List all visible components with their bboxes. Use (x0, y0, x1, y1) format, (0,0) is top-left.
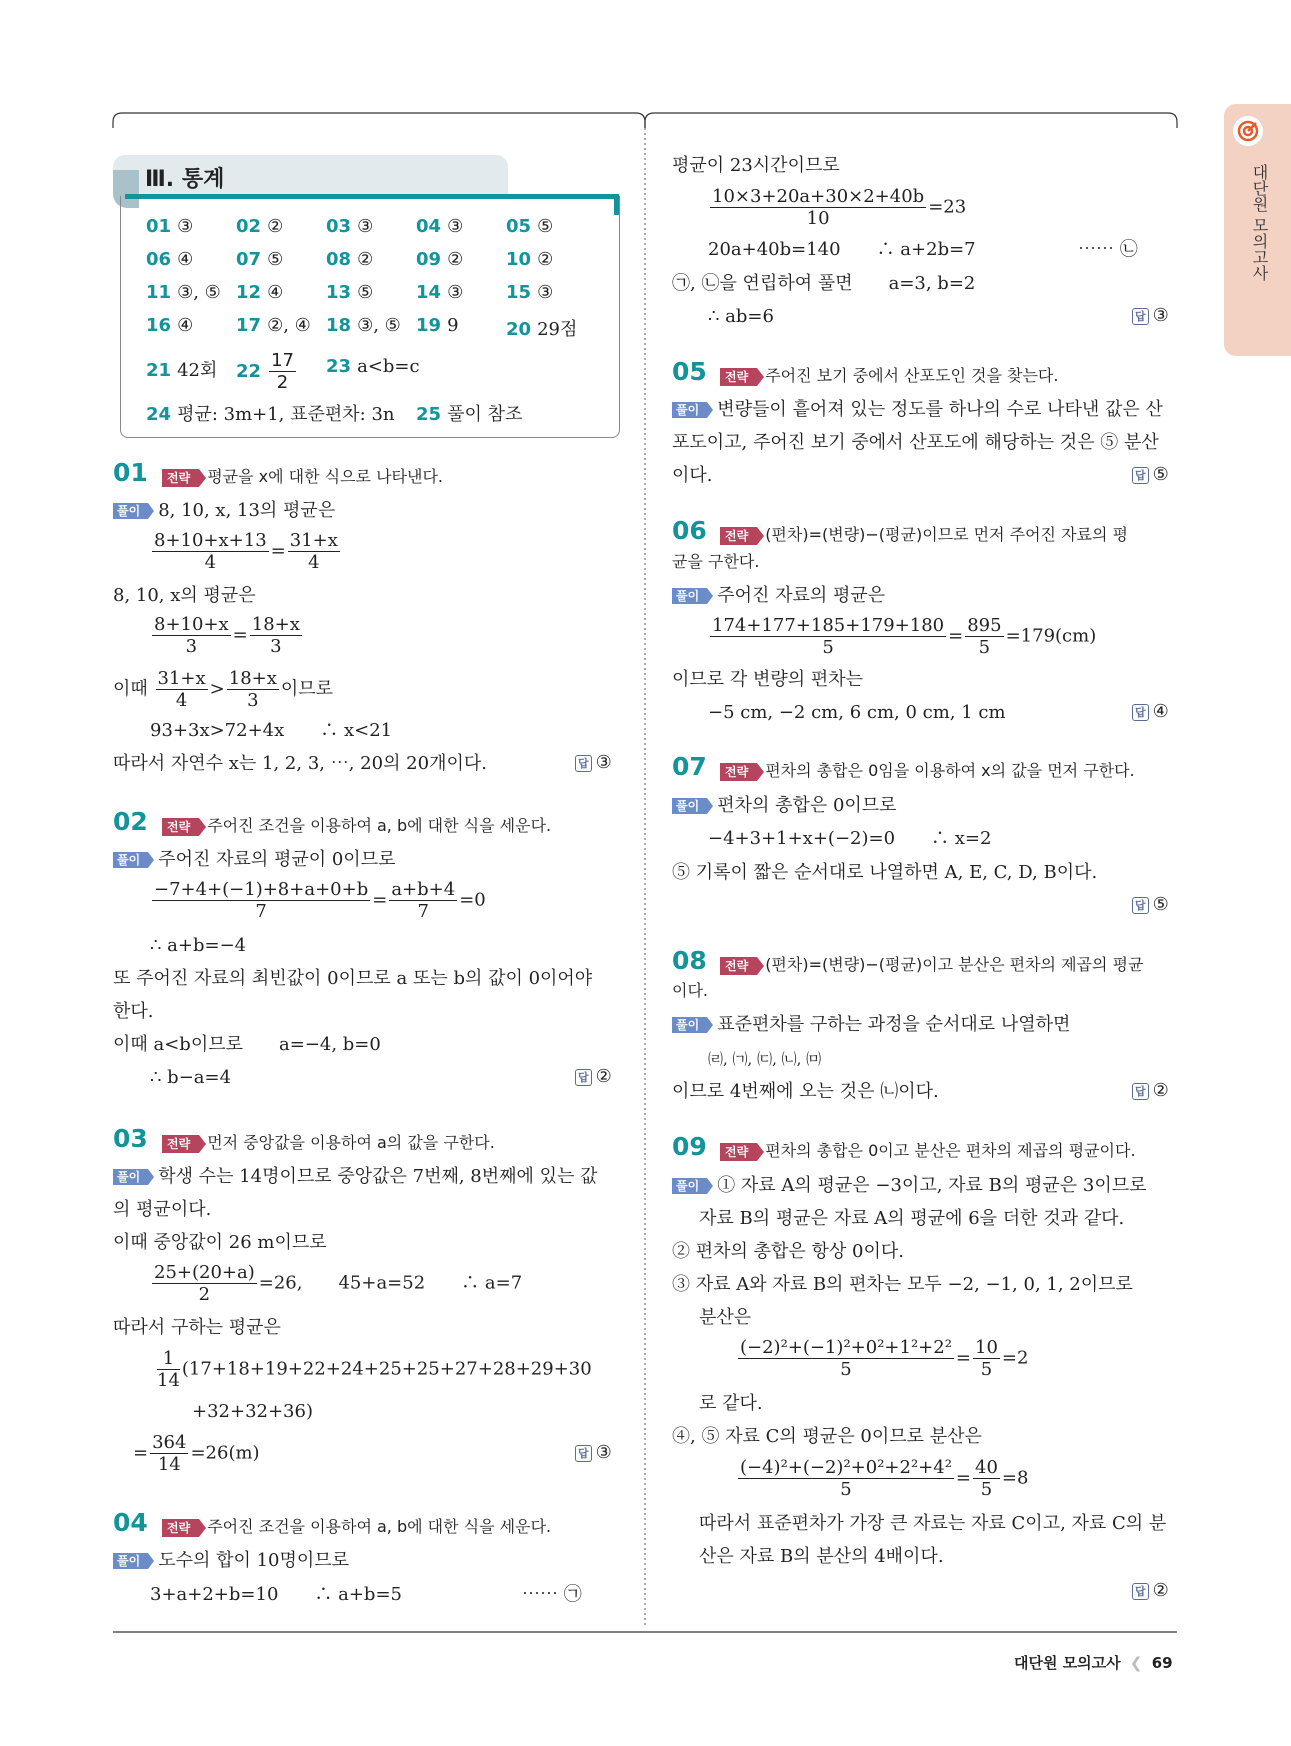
q08-line1: 풀이 표준편차를 구하는 과정을 순서대로 나열하면 (672, 1013, 1070, 1037)
q02-line3: 또 주어진 자료의 최빈값이 0이므로 a 또는 b의 값이 0이어야 (113, 968, 593, 989)
q02-line2: ∴ a+b=−4 (150, 935, 247, 956)
footer-title: 대단원 모의고사 (1014, 1654, 1121, 1672)
q01-line3: 이때 $\frac{31+x}{4}$ > $\frac{18+x}{3}$ 이므로 (113, 668, 334, 711)
solution-tag: 풀이 (672, 402, 707, 418)
q04-line7: ∴ ab=6 (708, 306, 774, 327)
answer-key-item: 04 ③ (416, 216, 464, 237)
side-tab-label: 대단원 모의고사 (1250, 164, 1269, 282)
answer-key-item: 13 ⑤ (326, 282, 374, 303)
answer-key-item: 19 9 (416, 315, 459, 336)
q04-strategy (162, 1514, 551, 1537)
q02-line5: 이때 a<b이므로 a=−4, b=0 (113, 1034, 381, 1055)
q03-line1: 풀이 학생 수는 14명이므로 중앙값은 7번째, 8번째에 있는 값 (113, 1165, 598, 1189)
footer (1014, 1652, 1173, 1673)
solution-tag: 풀이 (672, 1017, 707, 1033)
q02-frac1: $\frac{-7+4+(-1)+8+a+0+b}{7}$ = $\frac{a+b+4}{7}$ =0 (154, 879, 486, 922)
q03-line7: +32+32+36) (192, 1401, 313, 1422)
q01-line2: 8, 10, x의 평균은 (113, 585, 256, 606)
strategy-tag: 전략 (720, 368, 757, 386)
q04-number: 04 (113, 1508, 148, 1537)
answer-key-item: 05 ⑤ (506, 216, 554, 237)
strategy-tag: 전략 (720, 527, 757, 545)
answer-key-item: 09 ② (416, 249, 464, 270)
answer-key-item: 24 평균: 3m+1, 표준편차: 3n (146, 404, 395, 425)
strategy-tag: 전략 (162, 469, 199, 487)
q01-text1: 8, 10, x, 13의 평균은 (158, 500, 336, 521)
q07-answer: 답 ⑤ (1132, 894, 1169, 915)
q06-number: 06 (672, 516, 707, 545)
strategy-tag: 전략 (162, 1135, 199, 1153)
q05-answer: 답 ⑤ (1132, 464, 1169, 485)
q09-line7: ④, ⑤ 자료 C의 평균은 0이므로 분산은 (672, 1426, 982, 1447)
q03-strategy (162, 1130, 495, 1153)
q04-line5: 20a+40b=140 ∴ a+2b=7 (708, 239, 976, 260)
q06-strategy-text: (편차)=(변량)−(평균)이므로 먼저 주어진 자료의 평 (765, 525, 1129, 544)
q04-line2: 3+a+2+b=10 ∴ a+b=5 (150, 1584, 402, 1605)
solution-tag: 풀이 (672, 588, 707, 604)
q06-frac1: $\frac{174+177+185+179+180}{5}$ = $\frac{895}{5}$ =179(cm) (712, 615, 1097, 658)
q03-line4: $\frac{25+(20+a)}{2}$ =26, 45+a=52 ∴ a=7 (154, 1262, 523, 1305)
q06-strategy (720, 522, 1128, 545)
answer-key-item: 12 ④ (236, 282, 284, 303)
answer-key-item: 08 ② (326, 249, 374, 270)
q07-number: 07 (672, 752, 707, 781)
q04-line6: ㉠, ㉡을 연립하여 풀면 a=3, b=2 (672, 273, 976, 294)
strategy-tag: 전략 (162, 818, 199, 836)
q02-strategy (162, 813, 551, 836)
q07-line1: 풀이 편차의 총합은 0이므로 (672, 794, 897, 818)
answer-key-item: 14 ③ (416, 282, 464, 303)
page-number: 69 (1151, 1654, 1173, 1672)
q02-strategy-text: 주어진 조건을 이용하여 a, b에 대한 식을 세운다. (207, 816, 552, 835)
q08-line2: ㈃, ㈀, ㈂, ㈁, ㈄ (708, 1050, 822, 1068)
q03-strategy-text: 먼저 중앙값을 이용하여 a의 값을 구한다. (207, 1133, 495, 1152)
q09-line3: ② 편차의 총합은 항상 0이다. (672, 1241, 904, 1262)
q01-strategy-text: 평균을 x에 대한 식으로 나타낸다. (207, 467, 444, 486)
q04-mark2: ⋯⋯ ㉡ (1078, 239, 1138, 260)
q09-strategy-text: 편차의 총합은 0이고 분산은 편차의 제곱의 평균이다. (765, 1141, 1136, 1160)
q09-strategy (720, 1138, 1136, 1161)
answer-key-item: 23 a<b=c (326, 356, 420, 377)
answer-key-item: 21 42회 (146, 360, 218, 381)
answer-key-item: 25 풀이 참조 (416, 404, 523, 425)
q01-strategy (162, 464, 443, 487)
q03-number: 03 (113, 1124, 148, 1153)
q01-frac1: $\frac{8+10+x+13}{4}$ = $\frac{31+x}{4}$ (154, 530, 338, 573)
q03-line6: $\frac{1}{14}$ (17+18+19+22+24+25+25+27+28+29+30 (157, 1348, 592, 1391)
q02-line4: 한다. (113, 1001, 154, 1022)
q09-line2: 자료 B의 평균은 자료 A의 평균에 6을 더한 것과 같다. (699, 1208, 1125, 1229)
q03-line2: 의 평균이다. (113, 1199, 212, 1220)
q06-line3: −5 cm, −2 cm, 6 cm, 0 cm, 1 cm (708, 702, 1006, 723)
solution-tag: 풀이 (113, 852, 148, 868)
answer-key-item: 11 ③, ⑤ (146, 282, 221, 303)
strategy-tag: 전략 (720, 763, 757, 781)
q09-number: 09 (672, 1132, 707, 1161)
answer-key-item: 10 ② (506, 249, 554, 270)
answer-key-item: 18 ③, ⑤ (326, 315, 401, 336)
answer-key-item: 16 ④ (146, 315, 194, 336)
target-icon (1233, 116, 1263, 146)
strategy-tag: 전략 (162, 1519, 199, 1537)
q02-answer: 답 ② (575, 1066, 612, 1087)
q02-line6: ∴ b−a=4 (150, 1067, 232, 1088)
q03-answer: 답 ③ (575, 1442, 612, 1463)
q09-answer: 답 ② (1132, 1580, 1169, 1601)
strategy-tag: 전략 (720, 957, 757, 975)
chapter-title: Ⅲ. 통계 (145, 167, 225, 192)
solution-tag: 풀이 (672, 1178, 707, 1194)
q09-line8: 따라서 표준편차가 가장 큰 자료는 자료 C이고, 자료 C의 분 (699, 1513, 1167, 1534)
answer-key-item: 22 $\frac{17}{2}$ (236, 350, 294, 393)
q05-line1: 풀이 변량들이 흩어져 있는 정도를 하나의 수로 나타낸 값은 산 (672, 398, 1163, 422)
q06-line2: 이므로 각 변량의 편차는 (672, 669, 864, 690)
q06-strategy-cont: 균을 구한다. (672, 552, 760, 571)
q08-line3: 이므로 4번째에 오는 것은 ㈁이다. (672, 1081, 939, 1102)
q02-line1: 풀이 주어진 자료의 평균이 0이므로 (113, 848, 395, 872)
q04-strategy-text: 주어진 조건을 이용하여 a, b에 대한 식을 세운다. (207, 1517, 552, 1536)
answer-key-item: 06 ④ (146, 249, 194, 270)
q05-line2: 포도이고, 주어진 보기 중에서 산포도에 해당하는 것은 ⑤ 분산 (672, 432, 1159, 453)
q08-strategy-cont: 이다. (672, 981, 708, 1000)
q07-strategy (720, 758, 1135, 781)
solution-tag: 풀이 (113, 503, 148, 519)
answer-key-item: 02 ② (236, 216, 284, 237)
answer-key-item: 17 ②, ④ (236, 315, 311, 336)
q04-answer: 답 ③ (1132, 305, 1169, 326)
q01-line1 (113, 499, 335, 523)
answer-key-item: 07 ⑤ (236, 249, 284, 270)
q03-line5: 따라서 구하는 평균은 (113, 1317, 281, 1338)
side-tab[interactable] (1224, 104, 1291, 356)
q09-line4: ③ 자료 A와 자료 B의 편차는 모두 −2, −1, 0, 1, 2이므로 (672, 1274, 1133, 1295)
solution-tag: 풀이 (113, 1553, 148, 1569)
q01-number: 01 (113, 458, 148, 487)
q03-line3: 이때 중앙값이 26 m이므로 (113, 1232, 327, 1253)
q04-line1: 풀이 도수의 합이 10명이므로 (113, 1549, 349, 1573)
q09-line1: 풀이 ① 자료 A의 평균은 −3이고, 자료 B의 평균은 3이므로 (672, 1174, 1147, 1198)
q08-answer: 답 ② (1132, 1080, 1169, 1101)
q05-number: 05 (672, 357, 707, 386)
answer-key-item: 01 ③ (146, 216, 194, 237)
solution-tag: 풀이 (672, 798, 707, 814)
q09-line6: 로 같다. (699, 1393, 763, 1414)
q07-strategy-text: 편차의 총합은 0임을 이용하여 x의 값을 먼저 구한다. (765, 761, 1135, 780)
q07-line2: −4+3+1+x+(−2)=0 ∴ x=2 (708, 828, 992, 849)
q05-strategy (720, 363, 1058, 386)
q08-strategy (720, 952, 1143, 975)
q05-line3: 이다. (672, 465, 713, 486)
q09-line9: 산은 자료 B의 분산의 4배이다. (699, 1546, 944, 1567)
answer-key-item: 15 ③ (506, 282, 554, 303)
q04-line3: 평균이 23시간이므로 (672, 155, 840, 176)
q09-line5: 분산은 (699, 1307, 752, 1328)
q01-frac2: $\frac{8+10+x}{3}$ = $\frac{18+x}{3}$ (154, 614, 300, 657)
q08-number: 08 (672, 946, 707, 975)
q01-line5: 따라서 자연수 x는 1, 2, 3, ⋯, 20의 20개이다. (113, 753, 487, 774)
q01-answer: 답 ③ (575, 752, 612, 773)
q05-strategy-text: 주어진 보기 중에서 산포도인 것을 찾는다. (765, 366, 1059, 385)
q08-strategy-text: (편차)=(변량)−(평균)이고 분산은 편차의 제곱의 평균 (765, 955, 1144, 974)
answer-key-item: 03 ③ (326, 216, 374, 237)
strategy-tag: 전략 (720, 1143, 757, 1161)
q06-line1: 풀이 주어진 자료의 평균은 (672, 584, 885, 608)
q03-line8: = $\frac{364}{14}$ =26(m) (133, 1432, 260, 1475)
q07-line3: ⑤ 기록이 짧은 순서대로 나열하면 A, E, C, D, B이다. (672, 862, 1098, 883)
q02-number: 02 (113, 807, 148, 836)
chevron-left-icon: ❮ (1129, 1654, 1143, 1672)
q06-answer: 답 ④ (1132, 701, 1169, 722)
q04-mark1: ⋯⋯ ㉠ (522, 1584, 582, 1605)
q09-frac2: $\frac{\text{(−4)²+(−2)²+0²+2²+4²}}{5}$ = $\frac{40}{5}$ =8 (740, 1457, 1029, 1500)
q01-line4: 93+3x>72+4x ∴ x<21 (150, 720, 393, 741)
q04-frac1: $\frac{10\times 3+20a+30\times 2+40b}{10}$ =23 (712, 186, 967, 229)
answer-key-item: 20 29점 (506, 319, 578, 340)
solution-tag: 풀이 (113, 1169, 148, 1185)
q09-frac1: $\frac{\text{(−2)²+(−1)²+0²+1²+2²}}{5}$ = $\frac{10}{5}$ =2 (740, 1337, 1029, 1380)
